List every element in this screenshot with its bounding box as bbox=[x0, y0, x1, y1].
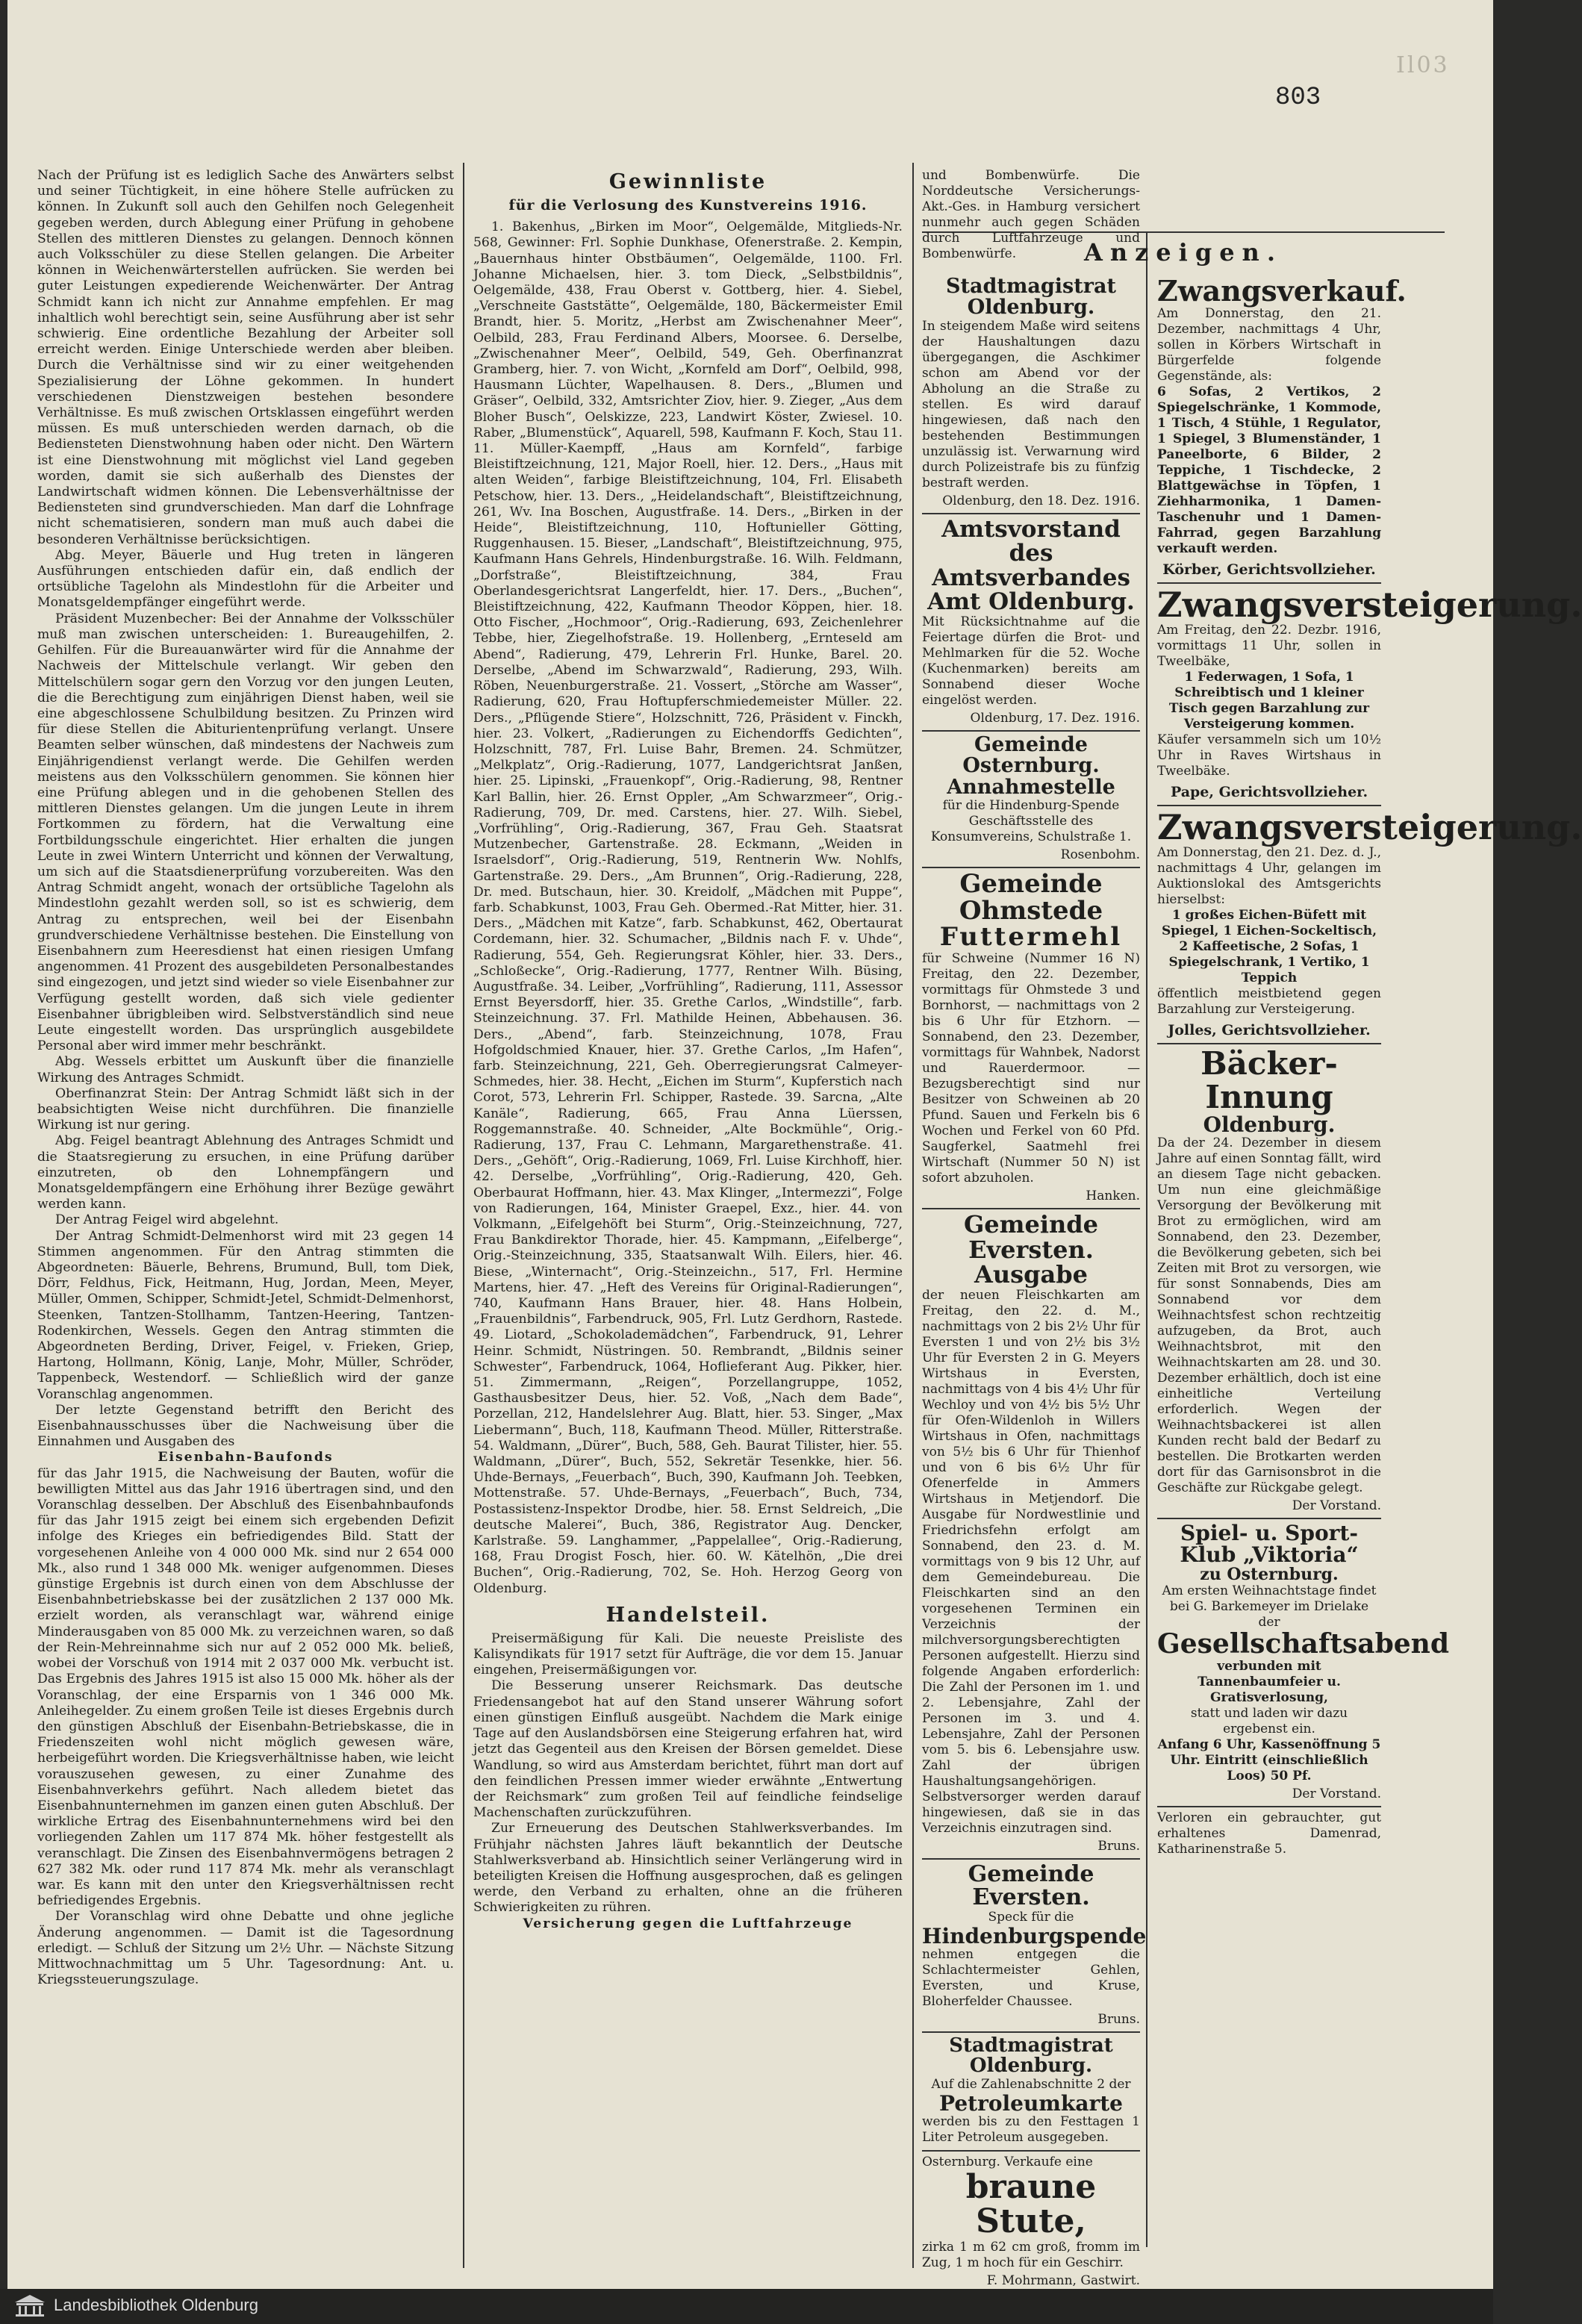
ad-text: für die Hindenburg-Spende Geschäftsstelle des Konsumvereins, Schulstraße 1. bbox=[930, 797, 1132, 844]
ad-title: Stadtmagistrat Oldenburg. bbox=[946, 275, 1116, 320]
prize-list: 1. Bakenhus, „Birken im Moor“, Oelgemälde, Mitglieds-Nr. 568, Gewinner: Frl. Sophie Dunkhase, Ofenerstraße. 2. Kempin, „Bauernhaus hinter Obstbäumen“, Oelgemälde, 1100. Frl. Johanne Michaelsen, hier. 3. tom Dieck, „Selbstbildnis“, Oelgemälde, 438, Frau Oberst v. Gottberg, hier. 4. Siebel, „Verschneite Gaststätte“, Oelgemälde, 180, Bäckermeister Emil Brandt, hier. 5. Moritz, „Herbst am Zwischenahner Meer“, Oelbild, 283, Frau Ferdinand Albers, Moorsee. 6. Derselbe, „Zwischenahner Meer“, Oelbild, 549, Geh. Oberfinanzrat Gramberg, hier. 7. von Wicht, „Kornfeld am Dorf“, Oelbild, 998, Hausmann Lüchter, Wapelhausen. 8. Ders., „Blumen und Gräser“, Oelbild, 332, Amtsrichter Ziov, hier. 9. Zieger, „Aus dem Bloher Busch“, Oelskizze, 223, Landwirt Köster, Zwiesel. 10. Raber, „Blumenstück“, Aquarell, 598, Kaufmann F. Koch, Stau 11. 11. Müller-Kaempff, „Haus am Kornfeld“, farbige Bleistiftzeichnung, 121, Major Roell, hier. 12. Ders., „Haus mit alten Weiden“, farbige Bleistiftzeichnung, 104, Frl. Elisabeth Petschow, hier. 13. Ders., „Heidelandschaft“, Bleistiftzeichnung, 261, Wv. Ina Boschen, Augustfraße. 14. Ders., „Birken in der Heide“, Bleistiftzeichnung, 110, Hoftunieller Götting, Ruggenhausen. 15. Bieser, „Landschaft“, Bleistiftzeichnung, 975, Kaufmann Hans Gehrels, Hindenburgstraße. 16. Wilh. Feldmann, „Dorfstraße“, Bleistiftzeichnung, 384, Frau Oberlandesgerichtsrat Langerfeldt, hier. 17. Ders., „Buchen“, Bleistiftzeichnung, 422, Kaufmann Theodor Köppen, hier. 18. Otto Fischer, „Hochmoor“, Orig.-Radierung, 693, Zeichenlehrer Tebbe, hier, Ziegelhofstraße. 19. Hollenberg, „Ernteseld am Abend“, Radierung, 479, Lehrerin Frl. Hunke, Barel. 20. Derselbe, „Abend im Schwarzwald“, Radierung, 293, Wilh. Röben, Neuenburgerstraße. 21. Vossert, „Störche am Wasser“, Radierung, 620, Frau Hoftupferschmiedemeister Müller. 22. Ders., „Pflügende Stiere“, Holzschnitt, 726, Präsident v. Finckh, hier. 23. Volkert, „Radierungen zu Eichendorffs Gedichten“, Holzschnitt, 787, Frl. Luise Bahr, Bremen. 24. Schmützer, „Melkplatz“, Orig.-Radierung, 1077, Landgerichtsrat Janßen, hier. 25. Lipinski, „Frauenkopf“, Orig.-Radierung, 98, Rentner Karl Ballin, hier. 26. Ernst Oppler, „Am Schwarzmeer“, Orig.-Radierung, 709, Dr. med. Carstens, hier. 27. Wilh. Siebel, „Vorfrühling“, Orig.-Radierung, 367, Frau Geh. Staatsrat Mutzenbecher, Gartenstraße. 28. Eckmann, „Weiden in Israelsdorf“, Orig.-Radierung, 519, Rentnerin Ww. Nohlfs, Gartenstraße. 29. Ders., „Am Brunnen“, Orig.-Radierung, 228, Dr. med. Butschaun, hier. 30. Kreidolf, „Mädchen mit Puppe“, farb. Schabkunst, 1003, Frau Geh. Obermed.-Rat Mitter, hier. 31. Ders., „Mädchen mit Katze“, farb. Schabkunst, 462, Obertaurat Cordemann, hier. 32. Schumacher, „Bildnis nach F. v. Uhde“, Radierung, 554, Geh. Regierungsrat Köhler, hier. 33. Ders., „Schloßecke“, Orig.-Radierung, 1777, Rentner Wilh. Büsing, Augustfraße. 34. Leiber, „Vorfrühling“, Radierung, 111, Assessor Ernst Beyersdorff, hier. 35. Grethe Carlos, „Windstille“, farb. Steinzeichnung. 37. Frl. Mathilde Heinen, Abbehausen. 36. Ders., „Abend“, farb. Steinzeichnung, 1078, Frau Hofgoldschmied Knauer, hier. 37. Grethe Carlos, „Im Hafen“, farb. Steinzeichnung, 221, Geh. Oberregierungsrat Calmeyer-Schmedes, hier. 38. Hecht, „Eichen im Sturm“, Kupferstich nach Corot, 573, Lehrerin Frl. Schipper, Rastede. 39. Sarcna, „Alte Kanäle“, Radierung, 665, Frau Anna Lüerssen, Roggemannstraße. 40. Schneider, „Alte Bockmühle“, Orig.-Radierung, 137, Frau C. Lehmann, Margarethenstraße. 41. Ders., „Gehöft“, Orig.-Radierung, 1069, Frl. Luise Kirchhoff, hier. 42. Derselbe, „Vorfrühling“, Orig.-Radierung, 420, Geh. Oberbaurat Hoffmann, hier. 43. Max Klinger, „Intermezzi“, Folge von Radierungen, 164, Minister Graepel, Exz., hier. 44. von Volkmann, „Eifelgehöft bei Sturm“, Orig.-Steinzeichnung, 727, Frau Bankdirektor Thorade, hier. 45. Kampmann, „Eifelberge“, Orig.-Steinzeichnung, 335, Staatsanwalt Wilh. Eilers, hier. 46. Biese, „Winternacht“, Orig.-Steinzeichn., 517, Frl. Hermine Martens, hier. 47. „Heft des Vereins für Original-Radierungen“, 740, Kaufmann Hans Brauer, hier. 48. Hans Holbein, „Frauenbildnis“, Farbendruck, 905, Frl. Lutz Gerdhorn, Rastede. 49. Liotard, „Schokolademädchen“, Farbendruck, 91, Lehrer Heinr. Schmidt, Nüstringen. 50. Rembrandt, „Bildnis seiner Schwester“, Farbendruck, 1064, Hoflieferant Aug. Pikker, hier. 51. Zimmermann, „Reigen“, Porzellangruppe, 1052, Gasthausbesitzer Deus, hier. 52. Voß, „Nach dem Bade“, Porzellan, 212, Handelslehrer Aug. Blatt, hier. 53. Singer, „Max Liebermann“, Buch, 118, Kaufmann Theod. Müller, Ritterstraße. 54. Waldmann, „Dürer“, Buch, 588, Geh. Baurat Tilister, hier. 55. Waldmann, „Dürer“, Buch, 552, Sekretär Tesenkke, hier. 56. Uhde-Bernays, „Feuerbach“, Buch, 390, Kaufmann Joh. Teebken, Mottenstraße. 57. Uhde-Bernays, „Feuerbach“, Buch, 734, Postassistenz-Inspektor Drodbe, hier. 58. Ernst Seldreich, „Die deutsche Malerei“, Buch, 386, Registrator Aug. Dencker, Karlstraße. 59. Langhammer, „Pappelallee“, Orig.-Radierung, 168, Frau Drogist Fosch, hier. 60. W. Kätelhön, „Die drei Buchen“, Orig.-Radierung, 702, Se. Hoh. Herzog Georg von Oldenburg. bbox=[473, 219, 903, 1596]
section-title: Eisenbahn-Baufonds bbox=[158, 1450, 334, 1465]
ad-text: Anfang 6 Uhr, Kassenöffnung 5 Uhr. Eintritt (einschließlich Loos) 50 Pf. bbox=[1157, 1736, 1381, 1784]
ad-signature: Jolles, Gerichtsvollzieher. bbox=[1168, 1022, 1371, 1039]
paragraph: Abg. Feigel beantragt Ablehnung des Antrages Schmidt und die Staatsregierung zu ersuchen, in eine Prüfung darüber einzutreten, ob den Lohnempfängern und Monatsgeldempfängern eine Erhöhung ihrer Bezüge gewährt werden kann. bbox=[37, 1133, 454, 1212]
ad-title: Zwangsverkauf. bbox=[1157, 274, 1407, 308]
paragraph: Oberfinanzrat Stein: Der Antrag Schmidt läßt sich in der beabsichtigten Weise nicht durchführen. Die finanzielle Wirkung ist nur gering. bbox=[37, 1085, 454, 1133]
ad-signature: Oldenburg, 17. Dez. 1916. bbox=[970, 710, 1140, 726]
ad-title: Stadtmagistrat Oldenburg. bbox=[949, 2034, 1113, 2078]
paragraph: Der Voranschlag wird ohne Debatte und ohne jegliche Änderung angenommen. — Damit ist die Tagesordnung erledigt. — Schluß der Sitzung um 2½ Uhr. — Nächste Sitzung Mittwochnachmittag um 5 Uhr. Tagesordnung: Ant. u. Kriegssteuerungszulage. bbox=[37, 1909, 454, 1988]
ad-subtitle: Petroleumkarte bbox=[939, 2090, 1123, 2116]
library-logo-icon bbox=[13, 2293, 46, 2317]
ad-text: Am Freitag, den 22. Dezbr. 1916, vormittags 11 Uhr, sollen in Tweelbäke, bbox=[1157, 623, 1381, 670]
ad-title: Zwangsversteigerung. bbox=[1157, 584, 1582, 625]
ad-title: Gemeinde Eversten. bbox=[968, 1860, 1094, 1911]
paragraph: Abg. Wessels erbittet um Auskunft über die finanzielle Wirkung des Antrages Schmidt. bbox=[37, 1054, 454, 1085]
ad-text: öffentlich meistbietend gegen Barzahlung zur Versteigerung. bbox=[1157, 986, 1381, 1018]
paragraph: und Bombenwürfe. Die Norddeutsche Versicherungs-Akt.-Ges. in Hamburg versichert nunmehr auch gegen Schäden durch Luftfahrzeuge und Bombenwürfe. bbox=[922, 168, 1140, 261]
gewinnliste-heading: Gewinnliste bbox=[608, 170, 767, 193]
newspaper-page bbox=[7, 0, 1582, 2324]
ad-text: der neuen Fleischkarten am Freitag, den 22. d. M., nachmittags von 2 bis 2½ Uhr für Eversten 1 und von 2½ bis 3½ Uhr für Eversten 2 in G. Meyers Wirtshaus in Eversten, nachmittags von 4 bis 4½ Uhr für Wechloy und von 4½ bis 5½ Uhr für Ofen-Wildenloh in Willers Wirtshaus in Ofen, nachmittags von 5½ bis 6 Uhr für Thienhof und von 6 bis 6½ Uhr für Ofenerfelde in Ammers Wirtshaus in Metjendorf. Die Ausgabe für Nordwestlinie und Friedrichsfehn erfolgt am Sonnabend, den 23. d. M. vormittags von 9 bis 12 Uhr, auf dem Gemeindebureau. Die Fleischkarten sind an den vorgesehenen Terminen ein Verzeichnis der milchversorgungsberechtigten Personen aufgestellt. Hierzu sind folgende Angaben erforderlich: Die Zahl der Personen im 1. und 2. Lebensjahre, Zahl der Personen im 3. und 4. Lebensjahre, Zahl der Personen vom 5. bis 6. Lebensjahre usw. Zahl der übrigen Haushaltungsangehörigen. Selbstversorger werden darauf hingewiesen, daß sie in das Verzeichnis einzutragen sind. bbox=[922, 1287, 1140, 1836]
paragraph: Der Antrag Schmidt-Delmenhorst wird mit 23 gegen 14 Stimmen angenommen. Für den Antrag stimmten die Abgeordneten: Bäuerle, Behrens, Brumund, Bull, tom Diek, Dörr, Feldhus, Fick, Heitmann, Hug, Jordan, Meen, Meyer, Müller, Ommen, Schipper, Schmidt-Jetel, Schmidt-Delmenhorst, Steenken, Tantzen-Stollhamm, Tantzen-Heering, Tantzen-Rodenkirchen, Wessels. Gegen den Antrag stimmten die Abgeordneten Berding, Driver, Feigel, v. Frieken, Griep, Hartong, Hollmann, König, Lanje, Mohr, Müller, Schröder, Tappenbeck, Westendorf. — Schließlich wird der ganze Voranschlag angenommen. bbox=[37, 1228, 454, 1402]
ad-subtitle: Hindenburgspende bbox=[922, 1923, 1147, 1948]
paragraph: für das Jahr 1915, die Nachweisung der Bauten, wofür die bewilligten Mittel aus das Jahr 1916 übertragen sind, und den Voranschlag desselben. Der Abschluß des Eisenbahnbaufonds für das Jahr 1915 zeigt bei einem sich ergebenden Defizit infolge des Krieges ein befriedigendes Bild. Statt der vorgesehenen Anleihe von 4 000 000 Mk. sind nur 2 654 000 Mk., also rund 1 348 000 Mk. weniger aufgenommen. Dieses günstige Ergebnis ist durch einen von dem Abschlusse der Eisenbahnbetriebskasse bei der zusätzlichen 2 137 000 Mk. erzielt worden, als veranschlagt war, während einige Minderausgaben von 85 000 Mk. zu verzeichnen waren, so daß der Rein-Mehreinnahme sich nur auf 2 052 000 Mk. beließ, wobei der Vorschuß von 1914 mit 2 037 000 Mk. verbucht ist. Das Ergebnis des Jahres 1915 ist also 15 000 Mk. höher als der Voranschlag, der eine Ersparnis von 1 346 000 Mk. Anleihegelder. Zu einem großen Teile ist dieses Ergebnis durch den günstigen Abschluß der Eisenbahn-Betriebskasse, die in Friedenszeiten wohl nicht möglich gewesen wäre, herbeigeführt worden. Die Kriegsverhältnisse haben, wie leicht vorauszusehen gewesen, zu einer Zunahme des Eisenbahnverkehrs geführt. Nach alledem bietet das Eisenbahnunternehmen im ganzen einen guten Abschluß. Der wirkliche Ertrag des Eisenbahnunternehmens wird bei den vorliegenden Zahlen um 117 874 Mk. höher festgestellt als veranschlagt. Die Zinsen des Eisenbahnvermögens betragen 2 627 382 Mk. oder rund 117 874 Mk. mehr als veranschlagt war. Es kann mit den unter den Kriegsverhältnissen recht befriedigendes Ergebnis. bbox=[37, 1465, 454, 1909]
ad-signature: Körber, Gerichtsvollzieher. bbox=[1162, 561, 1376, 578]
ad-text: Da der 24. Dezember in diesem Jahre auf einen Sonntag fällt, wird an diesem Tage nicht gebacken. Um nun eine gleichmäßige Versorgung der Bevölkerung mit Brot zu ermöglichen, wird am Sonnabend, den 23. Dezember, die Bevölkerung gebeten, sich bei Zeiten mit Brot zu versorgen, wie für sonst Sonnabends, Dies am Sonnabend vor dem Weihnachtsfest schon rechtzeitig aufzugeben, da Brot, auch Weihnachtsbrot, mit den Weihnachtskarten am 28. und 30. Dezember erhältlich, doch ist eine einheitliche Verteilung erforderlich. Wegen der Weihnachtsbackerei ist allen Kunden recht bald der Bedarf zu bestellen. Die Brotkarten werden dort für das Garnisonsbrot in die Geschäfte zur Rückgabe gelegt. bbox=[1157, 1135, 1381, 1496]
ad-subtitle: zu Osternburg. bbox=[1200, 1564, 1339, 1584]
ad-title: Zwangsversteigerung. bbox=[1157, 807, 1582, 848]
ad-text: Käufer versammeln sich um 10½ Uhr in Raves Wirtshaus in Tweelbäke. bbox=[1157, 732, 1381, 779]
ad-signature: Hanken. bbox=[1086, 1188, 1140, 1203]
anzeigen-title: Anzeigen. bbox=[1084, 238, 1283, 267]
paragraph: Versicherung gegen die Luftfahrzeuge bbox=[523, 1916, 853, 1931]
ad-text: Verloren ein gebrauchter, gut erhaltenes Damenrad, Katharinenstraße 5. bbox=[1157, 1810, 1381, 1857]
ad-text: zirka 1 m 62 cm groß, fromm im Zug, 1 m hoch für ein Geschirr. bbox=[922, 2239, 1140, 2270]
column-4 bbox=[1157, 274, 1582, 2262]
ad-items: 1 Federwagen, 1 Sofa, 1 Schreibtisch und 1 kleiner Tisch gegen Barzahlung zur Versteigerung kommen. bbox=[1168, 670, 1370, 732]
ad-signature: Pape, Gerichtsvollzieher. bbox=[1170, 784, 1368, 801]
ad-title: Bäcker-Innung bbox=[1200, 1045, 1338, 1115]
ad-text: statt und laden wir dazu ergebenst ein. bbox=[1190, 1705, 1348, 1736]
column-3-top bbox=[922, 168, 1140, 261]
ad-title: Gemeinde Eversten. Ausgabe bbox=[963, 1209, 1099, 1289]
ad-text: In steigendem Maße wird seitens der Haushaltungen dazu übergegangen, die Aschkimer schon am Abend vor der Abholung an die Straße zu stellen. Es wird darauf hingewiesen, daß nach den bestehenden Bestimmungen unzulässig ist. Verwarnung wird durch Polizeistrafe bis zu fünfzig bestraft werden. bbox=[922, 318, 1140, 490]
handel-heading: Handelsteil. bbox=[605, 1603, 770, 1627]
ad-signature: Rosenbohm. bbox=[1060, 847, 1140, 862]
page-stamp: Il03 bbox=[1396, 52, 1450, 78]
ad-text: Auf die Zahlenabschnitte 2 der bbox=[931, 2076, 1131, 2092]
ad-text: Am Donnerstag, den 21. Dez. d. J., nachmittags 4 Uhr, gelangen im Auktionslokal des Amtsgerichts hierselbst: bbox=[1157, 845, 1381, 908]
ad-title: Gemeinde Osternburg. Annahmestelle bbox=[947, 732, 1115, 799]
ad-subtitle: Oldenburg. bbox=[1203, 1112, 1336, 1137]
library-name: Landesbibliothek Oldenburg bbox=[54, 2296, 258, 2314]
ad-text: für Schweine (Nummer 16 N) Freitag, den 22. Dezember, vormittags für Ohmstede 3 und Bornhorst, — nachmittags von 2 bis 6 Uhr für Etzhorn. — Sonnabend, den 23. Dezember, vormittags für Wahnbek, Nadorst und Rauerdermoor. — Bezugsberechtigt sind nur Besitzer von Schweinen ab 20 Pfund. Sauen und Ferkeln bis 6 Wochen und Ferkel von 60 Pfd. Saugferkel, Saatmehl frei Wirtschaft (Nummer 50 N) ist sofort abzuholen. bbox=[922, 950, 1140, 1186]
ad-big-title: Gesellschaftsabend bbox=[1157, 1627, 1449, 1660]
column-rule bbox=[912, 163, 914, 2268]
column-rule bbox=[463, 163, 464, 2268]
ad-items: 1 großes Eichen-Büfett mit Spiegel, 1 Eichen-Sockeltisch, 2 Kaffeetische, 2 Sofas, 1 Spiegelschrank, 1 Vertiko, 1 Teppich bbox=[1161, 908, 1377, 986]
ad-signature: Bruns. bbox=[1097, 2012, 1140, 2028]
ad-text: Osternburg. Verkaufe eine bbox=[922, 2155, 1093, 2170]
library-footer bbox=[0, 2289, 1493, 2324]
ad-signature: Der Vorstand. bbox=[1292, 1498, 1381, 1514]
ad-text: verbunden mit Tannenbaumfeier u. Gratisverlosung, bbox=[1198, 1658, 1341, 1705]
ad-signature: Der Vorstand. bbox=[1292, 1786, 1381, 1801]
ad-items: 6 Sofas, 2 Vertikos, 2 Spiegelschränke, 1 Kommode, 1 Tisch, 4 Stühle, 1 Regulator, 1 Spiegel, 3 Blumenständer, 1 Paneelborte, 6 Bilder, 2 Teppiche, 1 Tischdecke, 2 Blattgewächse in Töpfen, 1 Ziehharmonika, 1 Damen-Taschenuhr und 1 Damen-Fahrrad, gegen Barzahlung verkauft werden. bbox=[1157, 384, 1381, 556]
column-2 bbox=[473, 168, 903, 2273]
ad-text: Mit Rücksichtnahme auf die Feiertage dürfen die Brot- und Mehlmarken für die 52. Woche (Kuchenmarken) bereits am Sonnabend dieser Woche eingelöst werden. bbox=[922, 614, 1140, 708]
ad-title: braune Stute, bbox=[965, 2168, 1097, 2241]
paragraph: Zur Erneuerung des Deutschen Stahlwerksverbandes. Im Frühjahr nächsten Jahres läuft bekanntlich der Deutsche Stahlwerksverband ab. Hinsichtlich seiner Verlängerung wird in beteiligten Kreisen die Hoffnung ausgesprochen, daß es gelingen werde, den Verband zu erhalten, ohne an die früheren Schwierigkeiten zu rühren. bbox=[473, 1821, 903, 1916]
paragraph: Der letzte Gegenstand betrifft den Bericht des Eisenbahnausschusses über die Nachweisung über die Einnahmen und Ausgaben des bbox=[37, 1402, 454, 1450]
ad-signature: F. Mohrmann, Gastwirt. bbox=[986, 2272, 1140, 2288]
column-1 bbox=[37, 168, 454, 2273]
ad-signature: Bruns. bbox=[1097, 1838, 1140, 1854]
paragraph: Die Besserung unserer Reichsmark. Das deutsche Friedensangebot hat auf den Stand unserer Währung sofort einen günstigen Einfluß ausgeübt. Nachdem die Mark einige Tage auf den Auslandsbörsen eine Steigerung erfahren hat, wird jetzt das Gegenteil aus den Kreisen der Börsen gemeldet. Diese Wandlung, so wird aus Amsterdam berichtet, führt man dort auf den feindlichen Pressen immer wieder erwähnte „Entwertung der Reichsmark“ zum großen Teil auf feindliche feindselige Machenschaften zurückzuführen. bbox=[473, 1678, 903, 1821]
ad-text: Am Donnerstag, den 21. Dezember, nachmittags 4 Uhr, sollen in Körbers Wirtschaft in Bürgerfelde folgende Gegenstände, als: bbox=[1157, 305, 1381, 384]
anzeigen-header bbox=[922, 240, 1445, 274]
gewinnliste-subheading: für die Verlosung des Kunstvereins 1916. bbox=[508, 197, 868, 214]
ad-text: nehmen entgegen die Schlachtermeister Gehlen, Eversten, und Kruse, Bloherfelder Chaussee. bbox=[922, 1947, 1140, 2010]
column-rule bbox=[1146, 231, 1147, 2247]
ad-text: werden bis zu den Festtagen 1 Liter Petroleum ausgegeben. bbox=[922, 2114, 1140, 2146]
ad-subtitle: Futtermehl bbox=[939, 922, 1123, 953]
paragraph: Nach der Prüfung ist es lediglich Sache des Anwärters selbst und seiner Tüchtigkeit, in eine höhere Stelle aufrücken zu können. In Zukunft soll auch den Gehilfen noch Gelegenheit gegeben werden, durch Ablegung einer Prüfung in gehobene Stellen des mittleren Dienstes zu gelangen. Dennoch können auch Volksschüler zu diese Stellen gelangen. Die Arbeiter können in Weichenwärterstellen aufrücken. Sie werden bei guter Leistungen expedierende Weichenwärter. Der Antrag Schmidt kann ich nicht zur Annahme empfehlen. Er mag inhaltlich wohl berechtigt sein, seine Ausführung aber ist sehr schwierig. Eine ordentliche Bezahlung der Arbeiter soll erreicht werden. Einige Unterschiede werden aber bleiben. Durch die Verhältnisse sind wir zu einer weitgehenden Spezialisierung der Löhne gekommen. In hundert verschiedenen Dienstzweigen bestehen besondere Verhältnisse. Es muß zwischen Ortsklassen eingeführt werden müssen. Es muß unterschieden werden darnach, ob die Bediensteten Dienstwohnung haben oder nicht. Den Wärtern ist eine Dienstwohnung mit möglichst viel Land gegeben worden, damit sie sich außerhalb des Dienstes der Landwirtschaft widmen können. Die Lebensverhältnisse der Bediensteten sind grundverschieden. Man darf die Lohnfrage nicht schematisieren, sondern man muß auch dabei die besonderen Verhältnisse berücksichtigen. bbox=[37, 168, 454, 547]
column-3 bbox=[922, 275, 1147, 2288]
page-number: 803 bbox=[1275, 84, 1321, 112]
ad-title: Spiel- u. Sport-Klub „Viktoria“ bbox=[1180, 1521, 1359, 1568]
paragraph: Präsident Muzenbecher: Bei der Annahme der Volksschüler muß man zwischen unterscheiden: 1. Bureaugehilfen, 2. Gehilfen. Für die Bureauanwärter wird für die Annahme der Nachweis der Mittelschule verlangt. Wir geben den Mittelschülern sogar gern den Vorzug vor den jungen Leuten, die die Berechtigung zum einjährigen Dienst haben, weil sie eine abgeschlossene Schulbildung besitzen. Zu Prinzen wird für diese Stellen die Abiturientenprüfung verlangt. Unsere Beamten selber wünschen, daß mindestens der Nachweis zum Einjährigendienst verlangt werde. Die Gehilfen werden meistens aus den Volksschülern genommen. Sie können hier eine Prüfung ablegen und in die gehobenen Stellen des mittleren Dienstes gelangen. Um die jungen Leute in ihrem Fortkommen zu fördern, hat die Verwaltung eine Fortbildungsschule eingerichtet. Hier erhalten die jungen Leute in zwei Wintern Unterricht und können der Verwaltung, um sich auf die Staatsdienerprüfung vorzubereiten. Was den Antrag Schmidt angeht, wonach der ortsübliche Tagelohn als Mindestlohn gezahlt werden soll, so ist es schwierig, dem Antrag zu entsprechen, weil bei der Eisenbahn grundverschiedene Verhältnisse bestehen. Die Einstellung von Eisenbahnern zum Heeresdienst hat einen riesigen Umfang angenommen. 41 Prozent des ausgebildeten Personalbestandes sind eingezogen, und jetzt sind wieder so viele Eisenbahner zur Verfügung gestellt worden, daß sich viele gedienter Eisenbahner übrigbleiben wird. Selbstverständlich sind neue Leute eingestellt worden. Das ursprünglich ausgebildete Personal aber wird immer mehr beschränkt. bbox=[37, 611, 454, 1054]
paragraph: Der Antrag Feigel wird abgelehnt. bbox=[55, 1212, 279, 1228]
paragraph: Abg. Meyer, Bäuerle und Hug treten in längeren Ausführungen entschieden dafür ein, daß endlich der ortsübliche Tagelohn als Mindestlohn für die Arbeiter und Monatsgeldempfänger eingeführt werde. bbox=[37, 547, 454, 611]
ad-title: Gemeinde Ohmstede bbox=[959, 868, 1103, 926]
ad-text: Am ersten Weihnachtstage findet bei G. Barkemeyer im Drielake der bbox=[1162, 1583, 1377, 1630]
paragraph: Preisermäßigung für Kali. Die neueste Preisliste des Kalisyndikats für 1917 setzt für Aufträge, die vor dem 15. Januar eingehen, Preisermäßigungen vor. bbox=[473, 1630, 903, 1678]
ad-title: Amtsvorstand des Amtsverbandes Amt Oldenburg. bbox=[927, 515, 1135, 616]
ad-text: Speck für die bbox=[988, 1909, 1074, 1925]
ad-signature: Oldenburg, den 18. Dez. 1916. bbox=[942, 493, 1140, 508]
